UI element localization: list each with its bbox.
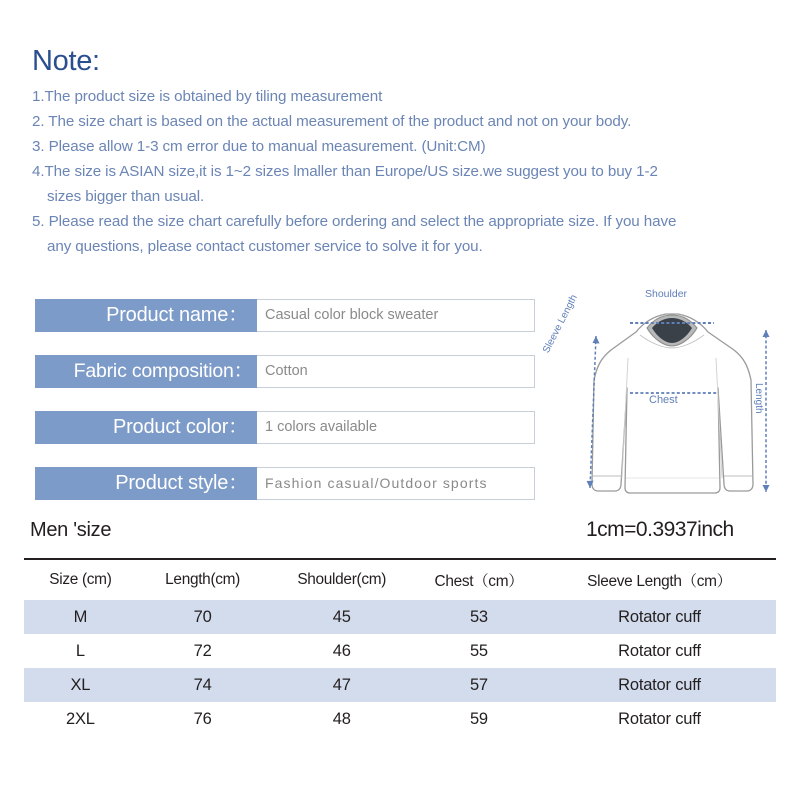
size-table-cell: Rotator cuff	[618, 675, 701, 694]
size-table-cell: 45	[332, 607, 351, 626]
product-info-row	[35, 411, 535, 444]
product-info-list	[35, 299, 535, 500]
sleeve-length-measure-label: Sleeve Length	[541, 293, 580, 355]
size-table-column-header: Chest（cm）	[434, 573, 524, 590]
size-table-cell: 48	[332, 709, 351, 728]
product-info-label: Product name：	[35, 299, 257, 332]
size-table-column-header: Size (cm)	[49, 571, 112, 588]
size-table-cell: 2XL	[66, 709, 95, 728]
size-table	[24, 558, 776, 736]
size-table-column-header: Sleeve Length（cm）	[587, 573, 732, 590]
product-info-label: Product color：	[35, 411, 257, 444]
product-info-value[interactable]: 1 colors available	[257, 411, 535, 444]
size-table-cell: 47	[332, 675, 351, 694]
garment-measurement-diagram	[541, 288, 796, 510]
product-info-row	[35, 299, 535, 332]
size-table-cell: 76	[193, 709, 212, 728]
men-size-title: Men 'size	[30, 519, 112, 541]
product-info-value[interactable]: Cotton	[257, 355, 535, 388]
note-line: 3. Please allow 1-3 cm error due to manual measurement. (Unit:CM)	[32, 138, 486, 155]
note-line: 5. Please read the size chart carefully before ordering and select the appropriate size. If you have	[32, 213, 677, 230]
size-table-cell: 57	[469, 675, 488, 694]
size-table-cell: 72	[193, 641, 212, 660]
size-table-cell: M	[73, 607, 88, 626]
shoulder-measure-label: Shoulder	[645, 288, 688, 300]
size-table-cell: 74	[193, 675, 212, 694]
size-table-cell: 46	[332, 641, 351, 660]
size-table-header-row	[24, 559, 776, 600]
note-line: 4.The size is ASIAN size,it is 1~2 sizes lmaller than Europe/US size.we suggest you to buy 1-2	[32, 163, 658, 180]
note-line: any questions, please contact customer service to solve it for you.	[47, 238, 483, 255]
table-row	[24, 702, 776, 736]
product-info-value[interactable]: Fashion casual/Outdoor sports	[257, 467, 535, 500]
size-table-cell: Rotator cuff	[618, 709, 701, 728]
size-table-cell: 55	[469, 641, 488, 660]
size-table-container	[24, 558, 776, 736]
product-info-row	[35, 355, 535, 388]
table-row	[24, 600, 776, 634]
size-table-cell: Rotator cuff	[618, 641, 701, 660]
size-table-cell: 53	[469, 607, 488, 626]
size-table-cell: L	[75, 641, 85, 660]
table-row	[24, 668, 776, 702]
product-info-label: Product style：	[35, 467, 257, 500]
length-measure-label: Length	[753, 383, 764, 414]
note-line: sizes bigger than usual.	[47, 188, 205, 205]
note-section	[32, 44, 772, 259]
chest-measure-label: Chest	[649, 394, 678, 406]
product-info-row	[35, 467, 535, 500]
note-line-list	[32, 84, 772, 259]
note-line: 1.The product size is obtained by tiling measurement	[32, 88, 383, 105]
size-table-cell: XL	[70, 675, 91, 694]
note-heading: Note:	[32, 45, 100, 77]
table-row	[24, 634, 776, 668]
product-info-value[interactable]: Casual color block sweater	[257, 299, 535, 332]
product-info-label: Fabric composition：	[35, 355, 257, 388]
note-line: 2. The size chart is based on the actual measurement of the product and not on your body.	[32, 113, 632, 130]
size-table-body	[24, 600, 776, 736]
size-table-cell: Rotator cuff	[618, 607, 701, 626]
size-table-cell: 59	[469, 709, 488, 728]
size-table-column-header: Shoulder(cm)	[297, 571, 387, 588]
unit-conversion-note: 1cm=0.3937inch	[586, 518, 734, 541]
size-table-head	[24, 559, 776, 600]
size-table-cell: 70	[193, 607, 212, 626]
size-table-column-header: Length(cm)	[165, 571, 241, 588]
